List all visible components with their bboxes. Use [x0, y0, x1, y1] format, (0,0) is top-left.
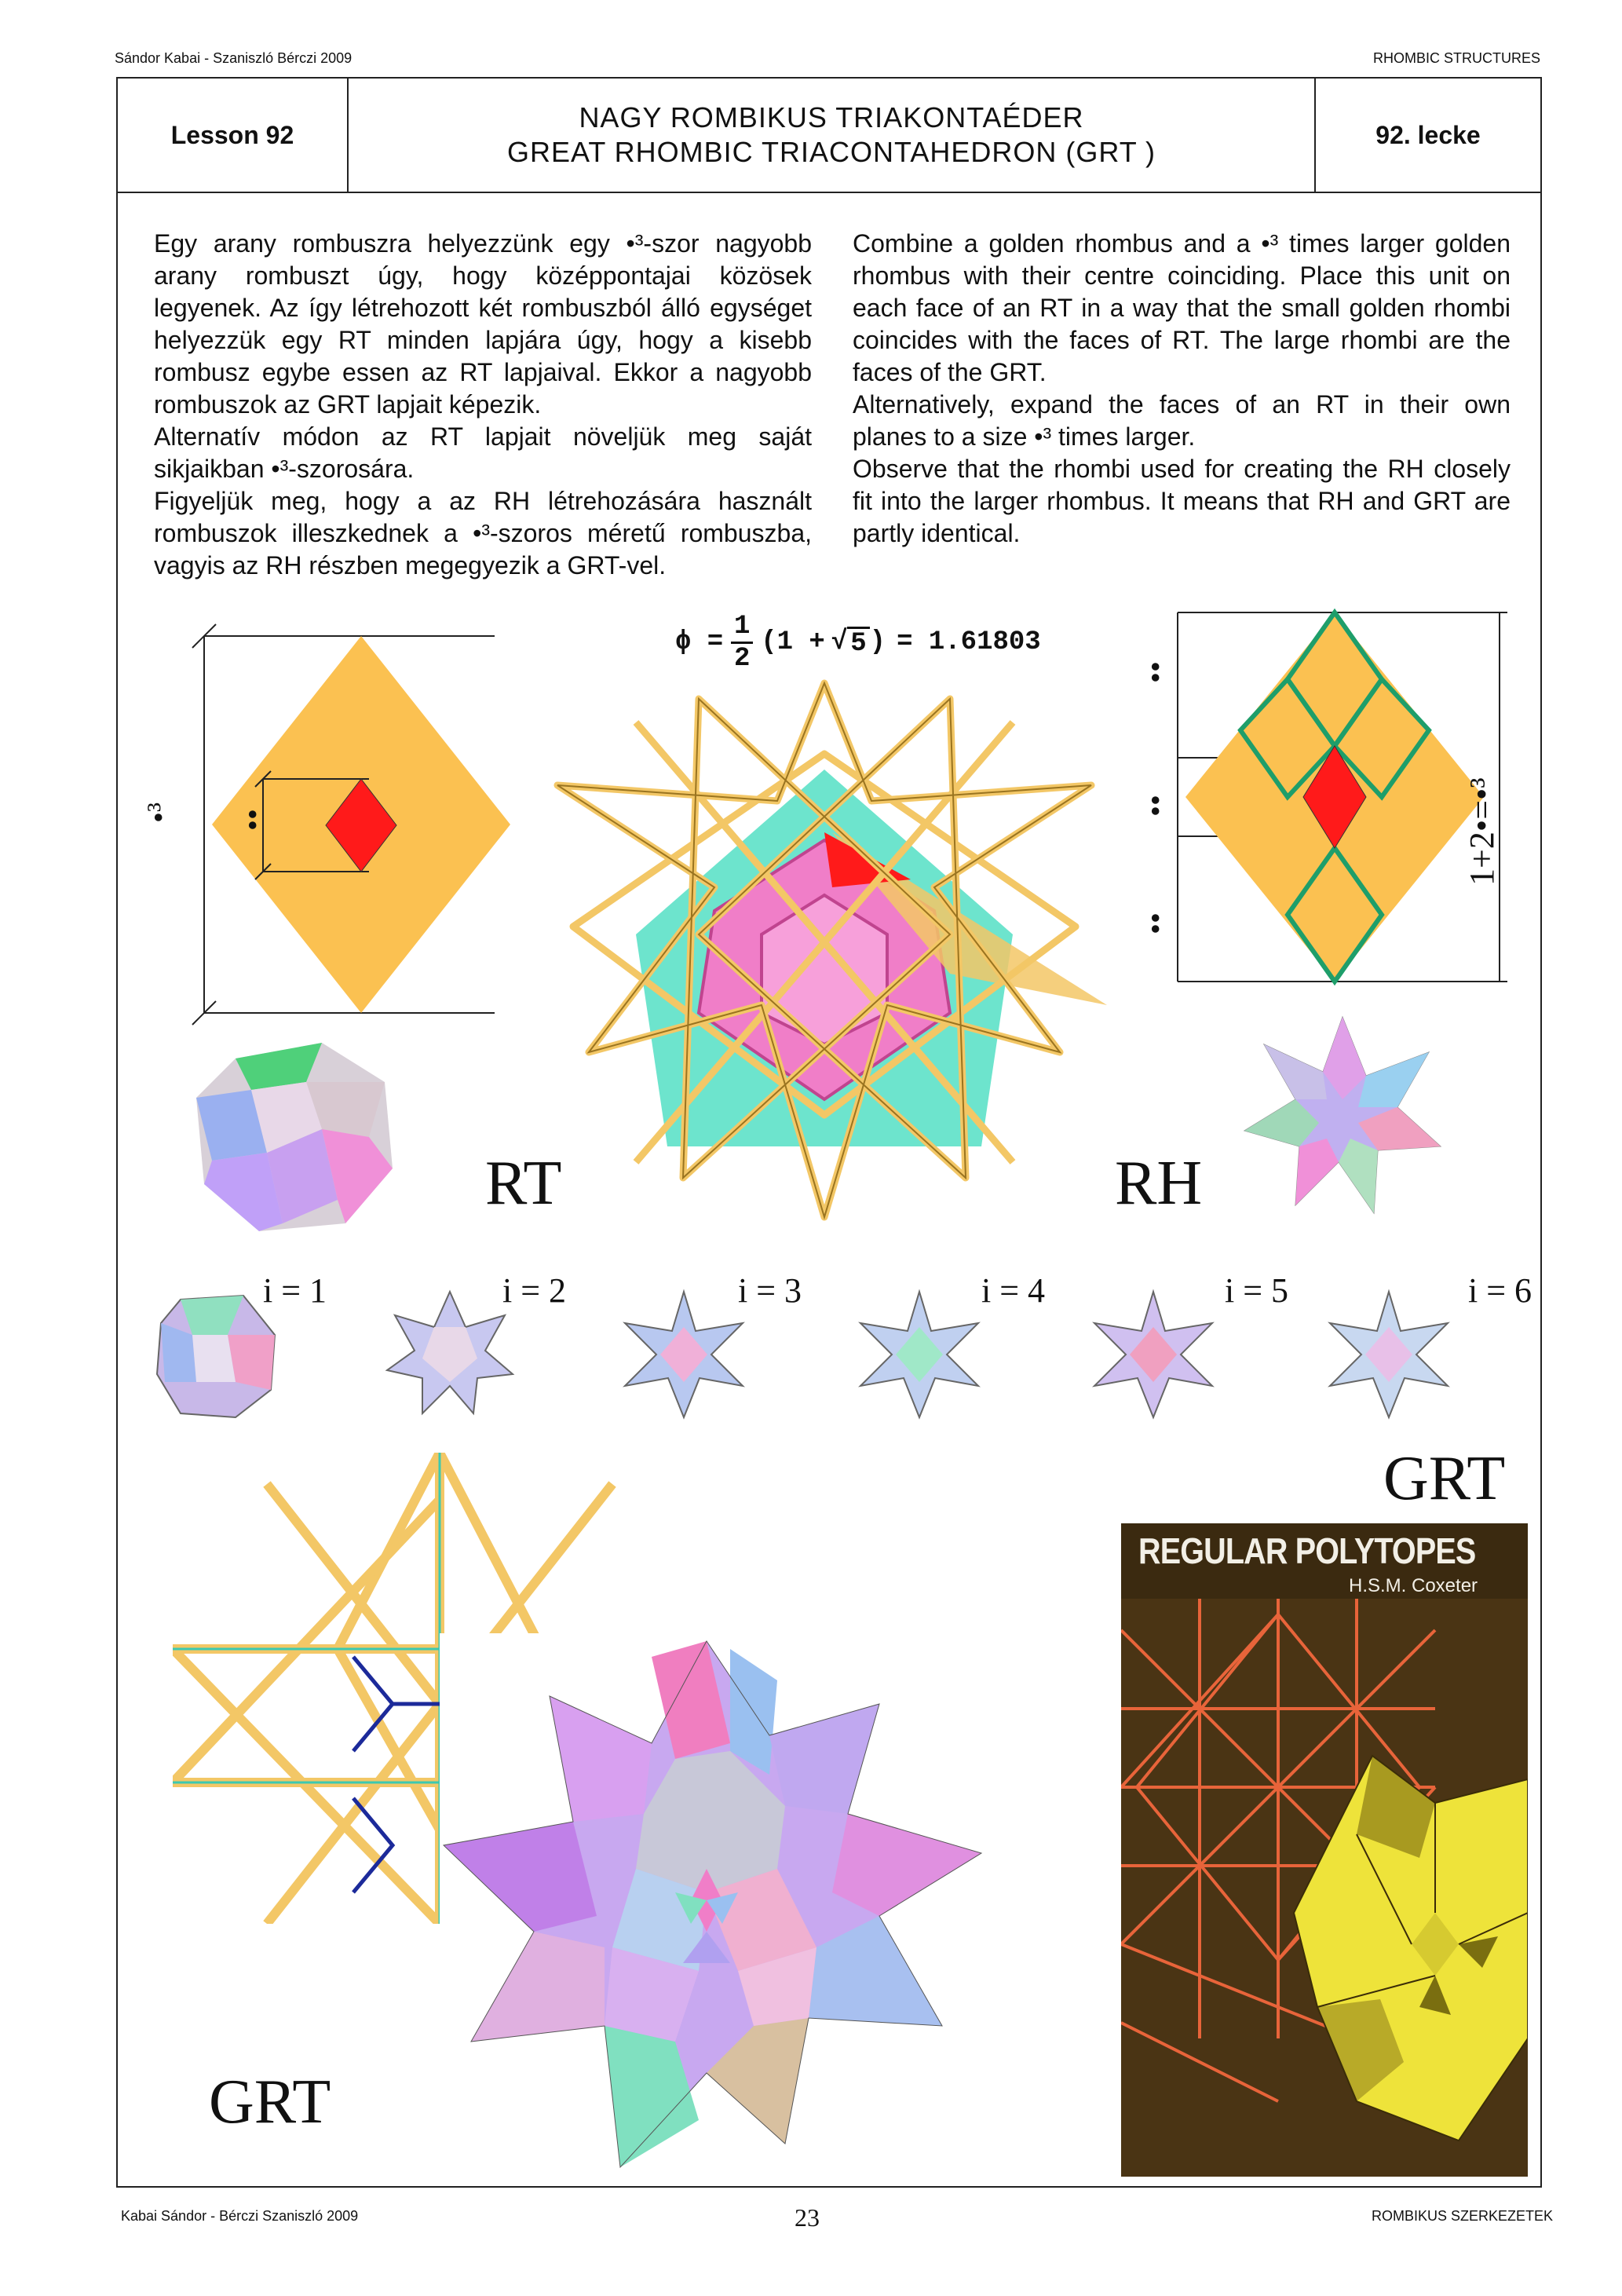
iteration-model-6 [1322, 1288, 1456, 1421]
text-english [853, 228, 1511, 550]
lesson-en: Lesson 92 [170, 120, 294, 149]
grt-frame-model [542, 675, 1107, 1225]
rhombus-scale-diagram [126, 612, 542, 1036]
paragraph: Alternatively, expand the faces of an RT in their own planes to a size •³ times larger. [853, 390, 1511, 451]
book-cover-art [1121, 1599, 1528, 2177]
formula-radicand: 5 [847, 627, 869, 659]
iteration-model-3 [617, 1288, 751, 1421]
paragraph: Combine a golden rhombus and a •³ times larger golden rhombus with their centre coinciding. Place this unit on each face of an RT in a way that the small golden rhombi coincides with the faces of RT. The large rhombi are the faces of the GRT. [853, 229, 1511, 386]
lesson-hu: 92. lecke [1375, 120, 1481, 149]
iteration-label: i = 2 [502, 1271, 567, 1310]
iteration-label: i = 6 [1468, 1271, 1532, 1310]
book-cover-regular-polytopes [1121, 1523, 1528, 2177]
footer-series: ROMBIKUS SZERKEZETEK [1371, 2208, 1553, 2224]
outer-scale-label: •³ [141, 803, 176, 823]
label-grt: GRT [1383, 1444, 1506, 1513]
inner-scale-label: •• [235, 808, 270, 831]
footer-authors: Kabai Sándor - Bérczi Szaniszló 2009 [121, 2208, 359, 2224]
formula-fraction [731, 612, 753, 674]
header-title [349, 79, 1314, 192]
page-number: 23 [795, 2203, 820, 2232]
grt-large-model [440, 1633, 989, 2183]
label-rh: RH [1115, 1149, 1203, 1218]
text-hungarian [154, 228, 812, 582]
formula-open: (1 + [761, 627, 825, 657]
rh-side-label: 1+2•=•³ [1463, 777, 1501, 886]
iteration-model-2 [383, 1288, 517, 1421]
rh-mid-label: •• [1138, 794, 1173, 817]
top-authors: Sándor Kabai - Szaniszló Bérczi 2009 [115, 50, 353, 66]
title-en: GREAT RHOMBIC TRIACONTAHEDRON (GRT ) [506, 136, 1156, 168]
iteration-model-4 [853, 1288, 986, 1421]
rt-polyhedron [188, 1035, 408, 1239]
label-rt: RT [485, 1149, 562, 1218]
book-title: REGULAR POLYTOPES [1138, 1530, 1476, 1571]
formula-numerator: 1 [734, 611, 751, 642]
formula-denominator: 2 [734, 643, 751, 674]
rh-polyhedron [1240, 1013, 1445, 1217]
iteration-model-5 [1087, 1288, 1220, 1421]
rh-top-label: •• [1138, 660, 1173, 683]
top-series: RHOMBIC STRUCTURES [1372, 50, 1540, 66]
paragraph: Figyeljük meg, hogy a az RH létrehozására használt rombuszok illeszkednek a •³-szoros méretű rombuszba, vagyis az RH részben megegyezik a GRT-vel. [154, 487, 812, 579]
formula-close: ) [869, 627, 886, 657]
rh-bottom-label: •• [1138, 912, 1173, 934]
golden-ratio-formula [675, 603, 1041, 682]
iteration-label: i = 4 [981, 1271, 1046, 1310]
formula-value: = 1.61803 [897, 627, 1041, 657]
sqrt-icon: √ [831, 627, 848, 657]
label-grt-bottom: GRT [209, 2067, 331, 2137]
book-author: H.S.M. Coxeter [1349, 1575, 1478, 1596]
paragraph: Observe that the rhombi used for creating the RH closely fit into the larger rhombus. It means that RH and GRT are partly identical. [853, 455, 1511, 547]
paragraph: Egy arany rombuszra helyezzünk egy •³-szor nagyobb arany rombuszt úgy, hogy középpontajai közösek legyenek. Az így létrehozott két rombuszból álló egységet helyezzük egy RT minden lapjára úgy, hogy a kisebb rombusz egybe essen az RT lapjaival. Ekkor a nagyobb rombuszok az GRT lapjait képezik. [154, 229, 812, 419]
iteration-label: i = 1 [263, 1271, 327, 1310]
formula-lhs: ϕ = [675, 627, 724, 657]
title-hu: NAGY ROMBIKUS TRIAKONTAÉDER [579, 101, 1084, 133]
iteration-label: i = 3 [738, 1271, 802, 1310]
iteration-model-1 [149, 1288, 283, 1421]
paragraph: Alternatív módon az RT lapjait növeljük meg saját sikjaikban •³-szorosára. [154, 422, 812, 483]
iteration-label: i = 5 [1225, 1271, 1289, 1310]
